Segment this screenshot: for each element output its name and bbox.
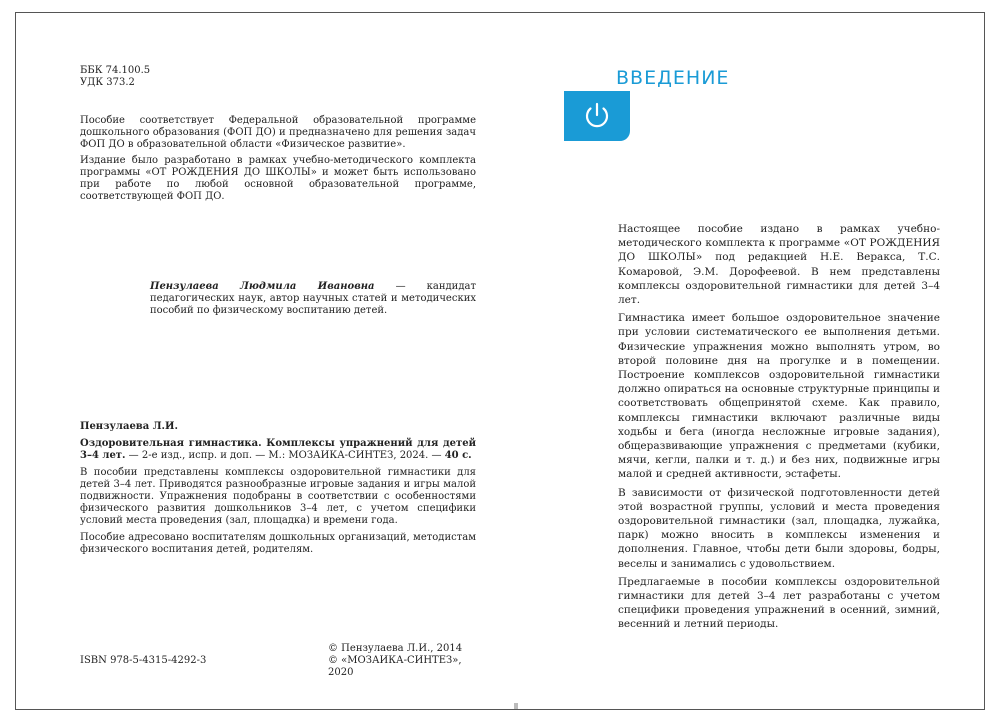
notice-paragraph: Издание было разработано в рамках учебно-методического комплекта программы «ОТ РОЖДЕНИЯ ДО ШКОЛЫ» и может быть использовано при работе по любой основной образовательной программе, соответствующей ФОП ДО. bbox=[80, 155, 476, 202]
author-description: — кандидат педагогических наук, автор научных статей и методических пособий по физическому воспитанию детей. bbox=[150, 281, 476, 316]
intro-paragraph: Предлагаемые в пособии комплексы оздоровительной гимнастики для детей 3–4 лет разработаны с учетом специфики проведения упражнений в осенний, зимний, весенний и летний периоды. bbox=[618, 575, 940, 631]
book-citation bbox=[80, 438, 476, 462]
book-abstract: В пособии представлены комплексы оздоровительной гимнастики для детей 3–4 лет. Приводятся разнообразные игровые задания и игры малой подвижности. Упражнения подобраны в соответствии с особенностями физического развития дошкольников 3–4 лет, с учетом специфики условий места проведения (зал, площадка) и времени года. bbox=[80, 467, 476, 526]
chapter-title: ВВЕДЕНИЕ bbox=[616, 67, 730, 89]
page-count: 40 с. bbox=[444, 450, 472, 461]
author-name: Пензулаева Людмила Ивановна bbox=[150, 281, 375, 292]
bbk-code: ББК 74.100.5 bbox=[80, 65, 151, 76]
author-note bbox=[150, 281, 476, 317]
copyright-block bbox=[328, 643, 476, 679]
book-spread bbox=[15, 12, 985, 710]
book-title: Оздоровительная гимнастика. Комплексы упражнений для детей 3–4 лет. bbox=[80, 438, 476, 461]
copyright-line: © «МОЗАИКА-СИНТЕЗ», 2020 bbox=[328, 655, 462, 678]
compliance-notice bbox=[80, 115, 476, 203]
notice-paragraph: Пособие соответствует Федеральной образовательной программе дошкольного образования (ФОП ДО) и предназначено для решения задач ФОП ДО в образовательной области «Физическое развитие». bbox=[80, 115, 476, 150]
author-short: Пензулаева Л.И. bbox=[80, 421, 178, 432]
introduction-text bbox=[618, 222, 940, 632]
book-audience: Пособие адресовано воспитателям дошкольных организаций, методистам физического воспитания детей, родителям. bbox=[80, 532, 476, 555]
classification-codes bbox=[80, 65, 476, 89]
intro-paragraph: В зависимости от физической подготовленности детей этой возрастной группы, условий и места проведения оздоровительной гимнастики (зал, площадка, лужайка, парк) можно вносить в комплексы изменения и дополнения. Главное, чтобы дети были здоровы, бодры, веселы и занимались с удовольствием. bbox=[618, 486, 940, 570]
chapter-icon-block bbox=[564, 91, 630, 141]
udk-code: УДК 373.2 bbox=[80, 77, 135, 88]
bibliographic-record bbox=[80, 421, 476, 556]
power-icon bbox=[580, 99, 614, 133]
book-edition: — 2-е изд., испр. и доп. — М.: МОЗАИКА-СИНТЕЗ, 2024. — bbox=[125, 450, 445, 461]
intro-paragraph: Гимнастика имеет большое оздоровительное значение при условии систематического ее выполнения детьми. Физические упражнения можно выполнять утром, во второй половине дня на прогулке и в помещении. Построение комплексов оздоровительной гимнастики должно опираться на основные структурные принципы и соответствовать общепринятой схеме. Как правило, комплексы гимнастики включают различные виды ходьбы и бега (иногда несложные игровые задания), общеразвивающие упражнения с предметами (кубики, мячи, кегли, палки и т. д.) и без них, подвижные игры малой и средней активности, эстафеты. bbox=[618, 312, 940, 481]
imprint bbox=[80, 643, 476, 678]
isbn: ISBN 978-5-4315-4292-3 bbox=[80, 655, 207, 666]
spine-mark bbox=[514, 703, 518, 709]
intro-paragraph: Настоящее пособие издано в рамках учебно-методического комплекта к программе «ОТ РОЖДЕНИЯ ДО ШКОЛЫ» под редакцией Н.Е. Веракса, Т.С. Комаровой, Э.М. Дорофеевой. В нем представлены комплексы оздоровительной гимнастики для детей 3–4 лет. bbox=[618, 223, 940, 307]
copyright-line: © Пензулаева Л.И., 2014 bbox=[328, 643, 463, 654]
